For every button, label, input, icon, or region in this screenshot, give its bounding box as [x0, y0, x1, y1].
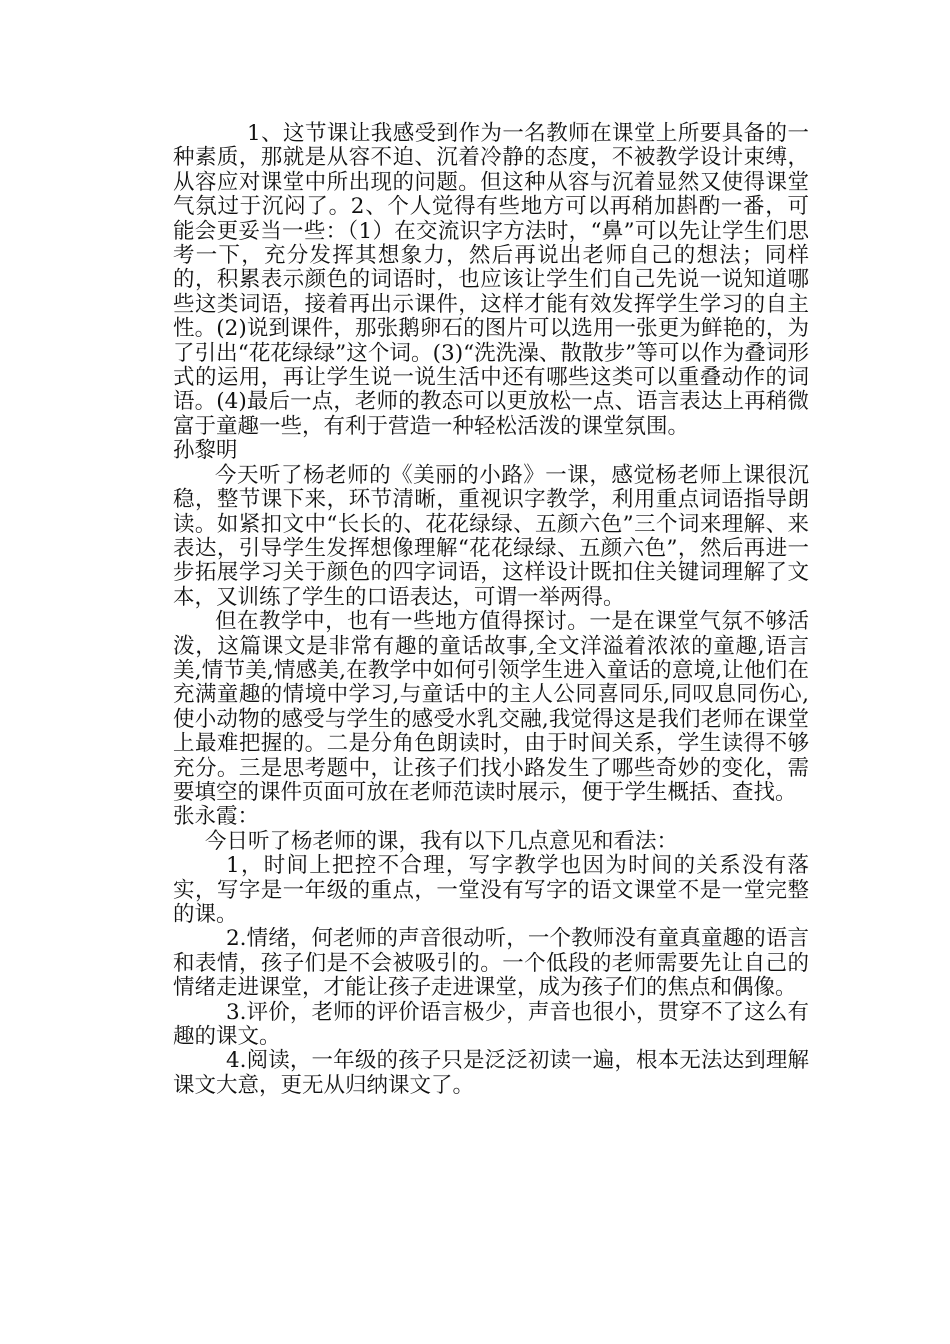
paragraph-zhang-point-4: 4.阅读，一年级的孩子只是泛泛初读一遍，根本无法达到理解课文大意，更无从归纳课文了。: [173, 1048, 809, 1098]
author-name-sun: 孙黎明: [173, 438, 238, 464]
paragraph-zhang-point-1: 1，时间上把控不合理，写字教学也因为时间的关系没有落实，写字是一年级的重点，一堂没有写字的语文课堂不是一堂完整的课。: [173, 853, 809, 927]
paragraph-zhang-point-3: 3.评价，老师的评价语言极少，声音也很小，贯穿不了这么有趣的课文。: [173, 999, 809, 1050]
paragraph-sun-1: 今天听了杨老师的《美丽的小路》一课，感觉杨老师上课很沉稳，整节课下来，环节清晰，重视识字教学，利用重点词语指导朗读。如紧扣文中“长长的、花花绿绿、五颜六色”三个词来理解、来表达，引导学生发挥想像理解“花花绿绿、五颜六色”，然后再进一步拓展学习关于颜色的四字词语，这样设计既扣住关键词理解了文本，又训练了学生的口语表达，可谓一举两得。: [173, 462, 809, 610]
paragraph-sun-2: 但在教学中，也有一些地方值得探讨。一是在课堂气氛不够活泼，这篇课文是非常有趣的童话故事,全文洋溢着浓浓的童趣,语言美,情节美,情感美,在教学中如何引领学生进入童话的意境,让他们在充满童趣的情境中学习,与童话中的主人公同喜同乐,同叹息同伤心,使小动物的感受与学生的感受水乳交融,我觉得这是我们老师在课堂上最难把握的。二是分角色朗读时，由于时间关系，学生读得不够充分。三是思考题中，让孩子们找小路发生了哪些奇妙的变化，需要填空的课件页面可放在老师范读时展示，便于学生概括、查找。: [173, 609, 809, 805]
paragraph-zhang-point-2: 2.情绪，何老师的声音很动听，一个教师没有童真童趣的语言和表情，孩子们是不会被吸引的。一个低段的老师需要先让自己的情绪走进课堂，才能让孩子走进课堂，成为孩子们的焦点和偶像。: [173, 926, 809, 1001]
paragraph-reflection-1: 1、这节课让我感受到作为一名教师在课堂上所要具备的一种素质，那就是从容不迫、沉着冷静的态度，不被教学设计束缚，从容应对课堂中所出现的问题。但这种从容与沉着显然又使得课堂气氛过于沉闷了。2、个人觉得有些地方可以再稍加斟酌一番，可能会更妥当一些：（1）在交流识字方法时，“鼻”可以先让学生们思考一下，充分发挥其想象力，然后再说出老师自己的想法；同样的，积累表示颜色的词语时，也应该让学生们自己先说一说知道哪些这类词语，接着再出示课件，这样才能有效发挥学生学习的自主性。(2)说到课件，那张鹅卵石的图片可以选用一张更为鲜艳的，为了引出“花花绿绿”这个词。(3)“洗洗澡、散散步”等可以作为叠词形式的运用，再让学生说一说生活中还有哪些这类可以重叠动作的词语。(4)最后一点，老师的教态可以更放松一点、语言表达上再稍微富于童趣一些，有利于营造一种轻松活泼的课堂氛围。: [173, 121, 809, 439]
paragraph-zhang-intro: 今日听了杨老师的课，我有以下几点意见和看法：: [205, 828, 679, 854]
author-name-zhang: 张永霞：: [173, 804, 260, 830]
document-body: [173, 122, 809, 1098]
